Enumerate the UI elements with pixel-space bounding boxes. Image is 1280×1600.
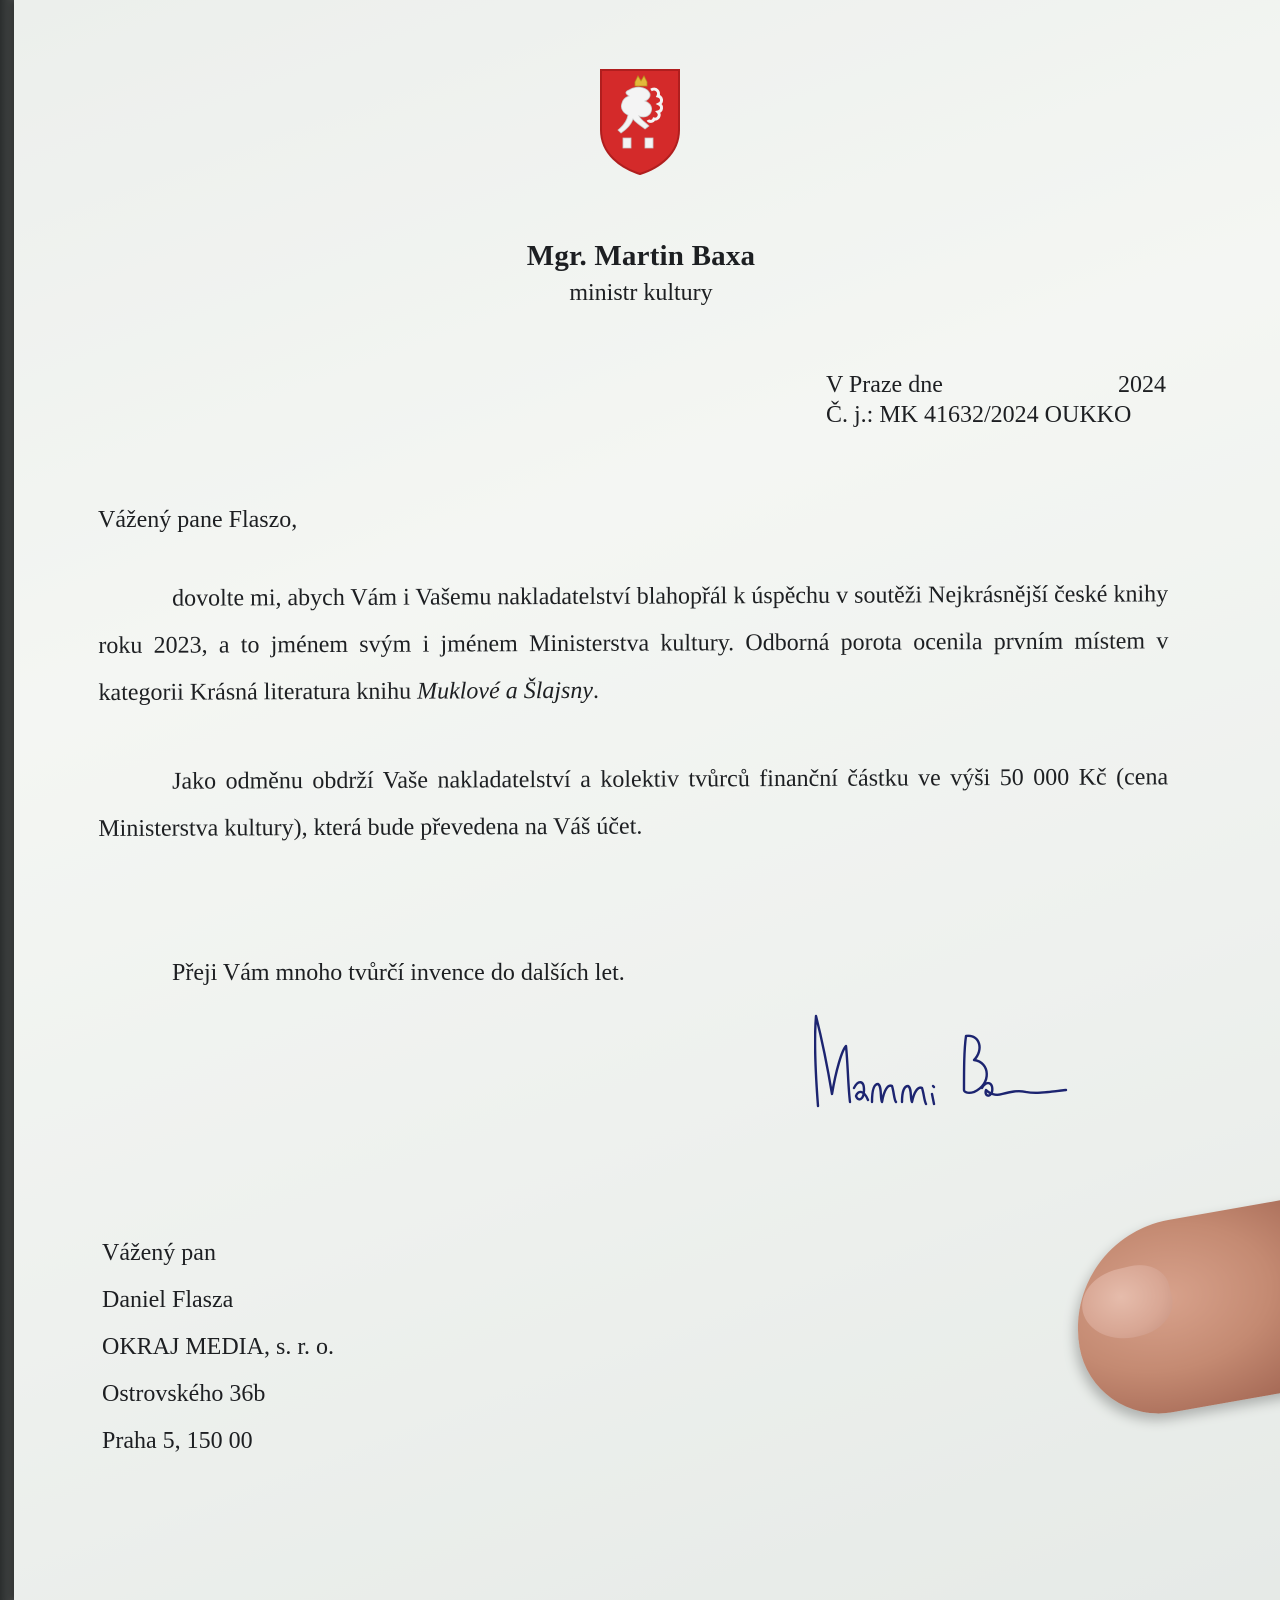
address-line-salutation: Vážený pan bbox=[102, 1240, 216, 1266]
sender-role: ministr kultury bbox=[569, 280, 713, 306]
address-line-name: Daniel Flasza bbox=[102, 1287, 234, 1313]
address-line-street: Ostrovského 36b bbox=[102, 1381, 266, 1407]
salutation: Vážený pane Flaszo, bbox=[98, 507, 298, 533]
coat-of-arms-icon bbox=[599, 68, 681, 176]
handwritten-signature bbox=[814, 1010, 1094, 1130]
paragraph-text: dovolte mi, abych Vám i Vašemu nakladatelství blahopřál k úspěchu v soutěži Nejkrásnější české knihy roku 2023, a to jménem svým i jménem Ministerstva kultury. Odborná porota ocenila prvním místem v kategorii Krásná literatura knihu bbox=[98, 581, 1169, 706]
place-date-label: V Praze dne bbox=[826, 372, 943, 398]
paragraph-end: . bbox=[592, 677, 600, 704]
date-line bbox=[826, 372, 1166, 399]
book-title: Muklové a Šlajsny bbox=[417, 677, 594, 705]
date-year: 2024 bbox=[1118, 372, 1166, 398]
address-line-city: Praha 5, 150 00 bbox=[102, 1428, 253, 1454]
paragraph-congratulations bbox=[98, 571, 1169, 717]
sender-name: Mgr. Martin Baxa bbox=[526, 240, 756, 272]
paragraph-award: Jako odměnu obdrží Vaše nakladatelství a kolektiv tvůrců finanční částku ve výši 50 000 Kč (cena Ministerstva kultury), která bude převedena na Váš účet. bbox=[98, 764, 1169, 842]
reference-number: Č. j.: MK 41632/2024 OUKKO bbox=[826, 402, 1132, 428]
paragraph-closing: Přeji Vám mnoho tvůrčí invence do dalších let. bbox=[172, 960, 625, 986]
address-line-company: OKRAJ MEDIA, s. r. o. bbox=[102, 1334, 335, 1360]
